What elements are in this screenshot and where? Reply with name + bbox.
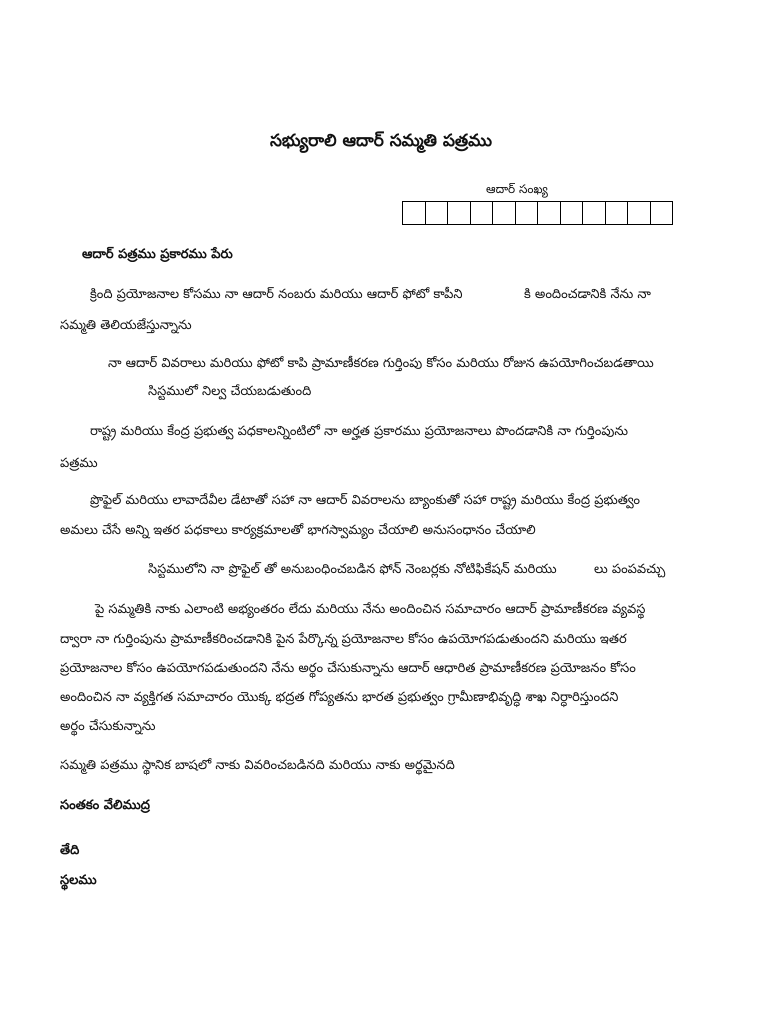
document-title: సభ్యురాలి ఆదార్ సమ్మతి పత్రము — [270, 131, 493, 151]
consent-paragraph-7: సమ్మతి పత్రము స్థానిక బాషలో నాకు వివరించబడినది మరియు నాకు అర్థమైనది — [60, 758, 455, 773]
aadhaar-digit-box — [493, 201, 516, 225]
signature-label: సంతకం వేలిముద్ర — [60, 798, 150, 813]
consent-paragraph-1-line-1a: క్రింది ప్రయోజనాల కోసము నా ఆదార్ నంబరు మరియు ఆదార్ ఫోటో కాపీని — [90, 287, 463, 302]
aadhaar-digit-box — [583, 201, 606, 225]
consent-paragraph-1-line-2: సమ్మతి తెలియజేస్తున్నాను — [60, 318, 192, 333]
consent-paragraph-5-line-1a: సిస్టములోని నా ప్రొఫైల్ తో అనుబంధించబడిన ఫోన్ నెంబర్లకు నోటిఫికేషన్ మరియు — [148, 562, 557, 577]
aadhaar-number-boxes — [402, 201, 673, 225]
date-label: తేది — [60, 843, 80, 858]
aadhaar-digit-box — [606, 201, 629, 225]
aadhaar-digit-box — [403, 201, 426, 225]
consent-paragraph-5-line-1b: లు పంపవచ్చు — [594, 562, 666, 577]
aadhaar-digit-box — [426, 201, 449, 225]
consent-paragraph-2-line-2: సిస్టములో నిల్వ చేయబడుతుంది — [148, 384, 312, 399]
consent-paragraph-6-line-1: పై సమ్మతికి నాకు ఎలాంటి అభ్యంతరం లేదు మరియు నేను అందించిన సమాచారం ఆదార్ ప్రామాణీకరణ వ్యవస్థ — [95, 602, 646, 617]
name-label: ఆదార్ పత్రము ప్రకారము పేరు — [82, 247, 233, 262]
consent-paragraph-1-line-1b: కి అందించడానికి నేను నా — [524, 287, 651, 302]
aadhaar-digit-box — [538, 201, 561, 225]
consent-paragraph-4-line-1: ప్రొఫైల్ మరియు లావాదేవీల డేటాతో సహా నా ఆదార్ వివరాలను బ్యాంకుతో సహా రాష్ట్ర మరియు కేంద్ర ప్రభుత్వం — [90, 493, 641, 508]
aadhaar-digit-box — [651, 201, 674, 225]
consent-paragraph-4-line-2: అమలు చేసే అన్ని ఇతర పధకాలు కార్యక్రమాలతో భాగస్వామ్యం చేయాలి అనుసంధానం చేయాలి — [60, 523, 536, 538]
aadhaar-digit-box — [516, 201, 539, 225]
aadhaar-number-label: ఆదార్ సంఖ్య — [486, 182, 548, 196]
aadhaar-digit-box — [448, 201, 471, 225]
aadhaar-digit-box — [471, 201, 494, 225]
consent-paragraph-6-line-5: అర్థం చేసుకున్నాను — [60, 719, 156, 734]
aadhaar-digit-box — [628, 201, 651, 225]
aadhaar-digit-box — [561, 201, 584, 225]
place-label: స్థలము — [60, 873, 97, 888]
consent-paragraph-6-line-2: ద్వారా నా గుర్తింపును ప్రామాణీకరించడానికి పైన పేర్కొన్న ప్రయోజనాల కోసం ఉపయోగపడుతుందని మరియు ఇతర — [60, 632, 627, 647]
consent-paragraph-2-line-1: నా ఆదార్ వివరాలు మరియు ఫోటో కాపి ప్రామాణీకరణ గుర్తింపు కోసం మరియు రోజున ఉపయోగించబడతాయి — [108, 356, 654, 371]
consent-paragraph-3-line-2: పత్రము — [60, 456, 98, 471]
consent-paragraph-6-line-3: ప్రయోజనాల కోసం ఉపయోగపడుతుందని నేను అర్థం చేసుకున్నాను ఆదార్ ఆధారిత ప్రామాణీకరణ ప్రయోజనం కోసం — [60, 661, 636, 676]
consent-paragraph-6-line-4: అందించిన నా వ్యక్తిగత సమాచారం యొక్క భద్రత గోప్యతను భారత ప్రభుత్వం గ్రామీణాభివృద్ధి శాఖ నిర్ధారిస్తుందని — [60, 690, 619, 705]
consent-paragraph-3-line-1: రాష్ట్ర మరియు కేంద్ర ప్రభుత్వ పధకాలన్నింటిలో నా అర్హత ప్రకారము ప్రయోజనాలు పొందడానికి నా గుర్తింపును — [90, 424, 628, 439]
